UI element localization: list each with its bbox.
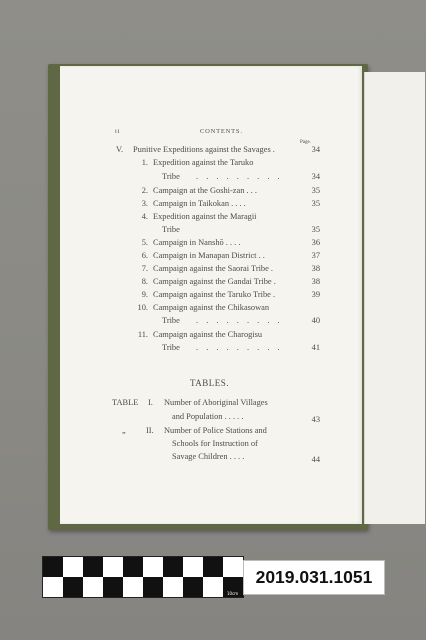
book-page: [60, 66, 362, 524]
toc-item-cont: [60, 225, 362, 237]
page-number: ii: [115, 128, 121, 135]
toc-item-page: 35: [311, 225, 320, 234]
toc-item-title-cont: Tribe: [162, 316, 180, 325]
toc-item-num: 3.: [141, 199, 148, 208]
ruler-square: [163, 557, 183, 577]
toc-item-title: Campaign against the Charogisu: [153, 330, 263, 339]
toc-item-title: Campaign against the Gandai Tribe .: [153, 277, 276, 286]
toc-item-page: 40: [311, 316, 320, 325]
toc-item-cont: [60, 172, 362, 184]
leader-dots: . . . . . . . . .: [196, 343, 283, 352]
toc-item-page: 35: [311, 186, 320, 195]
toc-item-title: Campaign at the Goshi-zan . . .: [153, 186, 257, 195]
toc-item-page: 37: [311, 251, 320, 260]
ruler-square: [183, 577, 203, 597]
toc-item-page: 38: [311, 277, 320, 286]
toc-item-title: Expedition against the Maragii: [153, 212, 257, 221]
toc-item: [60, 212, 362, 224]
toc-item-title: Campaign in Nanshō . . . .: [153, 238, 241, 247]
toc-item-num: 2.: [141, 186, 148, 195]
toc-item-num: 1.: [141, 158, 148, 167]
toc-item-title: Campaign against the Chikasowan: [153, 303, 270, 312]
ruler-label: 10cm: [227, 591, 239, 596]
toc-item-num: 7.: [141, 264, 148, 273]
ruler-square: [83, 557, 103, 577]
table-prefix: „: [122, 426, 126, 435]
table-title: Number of Aboriginal Villages: [164, 398, 268, 407]
table-num: II.: [146, 426, 154, 435]
toc-item: [60, 199, 362, 211]
toc-item-page: 35: [311, 199, 320, 208]
toc-item: [60, 158, 362, 170]
running-header: CONTENTS.: [200, 128, 243, 135]
toc-item-title: Campaign in Taikokan . . . .: [153, 199, 246, 208]
toc-item: [60, 186, 362, 198]
ruler-square: [63, 577, 83, 597]
table-page: 44: [311, 455, 320, 464]
toc-item: [60, 290, 362, 302]
table-prefix: TABLE: [112, 398, 139, 407]
toc-item-title: Campaign in Manapan District . .: [153, 251, 265, 260]
toc-item-page: 39: [311, 290, 320, 299]
accession-number-label: 2019.031.1051: [243, 560, 385, 595]
toc-item-num: 4.: [141, 212, 148, 221]
table-title-cont: and Population . . . . .: [172, 412, 244, 421]
ruler-label: 5cm: [127, 591, 136, 596]
toc-item-num: 5.: [141, 238, 148, 247]
leader-dots: . . . . . . . . .: [196, 172, 283, 181]
table-title: Number of Police Stations and: [164, 426, 267, 435]
table-entry: [60, 426, 362, 438]
toc-item-page: 36: [311, 238, 320, 247]
toc-item-num: 11.: [137, 330, 148, 339]
table-page: 43: [311, 415, 320, 424]
toc-item-title: Campaign against the Saorai Tribe .: [153, 264, 274, 273]
table-entry: [60, 398, 362, 410]
toc-item: [60, 264, 362, 276]
ruler-square: [203, 557, 223, 577]
table-entry-cont: [60, 412, 362, 424]
ruler-square: [143, 577, 163, 597]
ruler-square: [123, 557, 143, 577]
table-entry-cont: [60, 439, 362, 451]
toc-item-num: 9.: [141, 290, 148, 299]
table-num: I.: [148, 398, 153, 407]
toc-item-num: 6.: [141, 251, 148, 260]
ruler-square: [103, 577, 123, 597]
toc-section-title: Punitive Expeditions against the Savages .: [133, 145, 275, 154]
ruler-square: [43, 557, 63, 577]
toc-item-title-cont: Tribe: [162, 172, 180, 181]
toc-item-title: Expedition against the Taruko: [153, 158, 254, 167]
page-column-label: Page.: [300, 140, 311, 145]
toc-item: [60, 238, 362, 250]
table-title-cont: Schools for Instruction of: [172, 439, 258, 448]
tables-heading: TABLES.: [190, 378, 230, 388]
table-title-cont: Savage Children . . . .: [172, 452, 245, 461]
toc-item: [60, 303, 362, 315]
toc-section-page: 34: [311, 145, 320, 154]
toc-item-title: Campaign against the Taruko Tribe .: [153, 290, 276, 299]
toc-item-num: 10.: [137, 303, 148, 312]
toc-item: [60, 277, 362, 289]
toc-item: [60, 251, 362, 263]
leader-dots: . . . . . . . . .: [196, 316, 283, 325]
facing-page: [364, 72, 425, 524]
toc-item-cont: [60, 343, 362, 355]
scale-ruler: [42, 556, 244, 598]
toc-item: [60, 330, 362, 342]
toc-item-page: 34: [311, 172, 320, 181]
ruler-label: 1cm: [46, 591, 55, 596]
table-entry-cont: [60, 452, 362, 464]
toc-item-cont: [60, 316, 362, 328]
toc-section-num: V.: [116, 145, 124, 154]
toc-item-num: 8.: [141, 277, 148, 286]
toc-item-page: 38: [311, 264, 320, 273]
toc-item-title-cont: Tribe: [162, 225, 180, 234]
toc-item-page: 41: [311, 343, 320, 352]
toc-item-title-cont: Tribe: [162, 343, 180, 352]
toc-section: [60, 145, 362, 157]
